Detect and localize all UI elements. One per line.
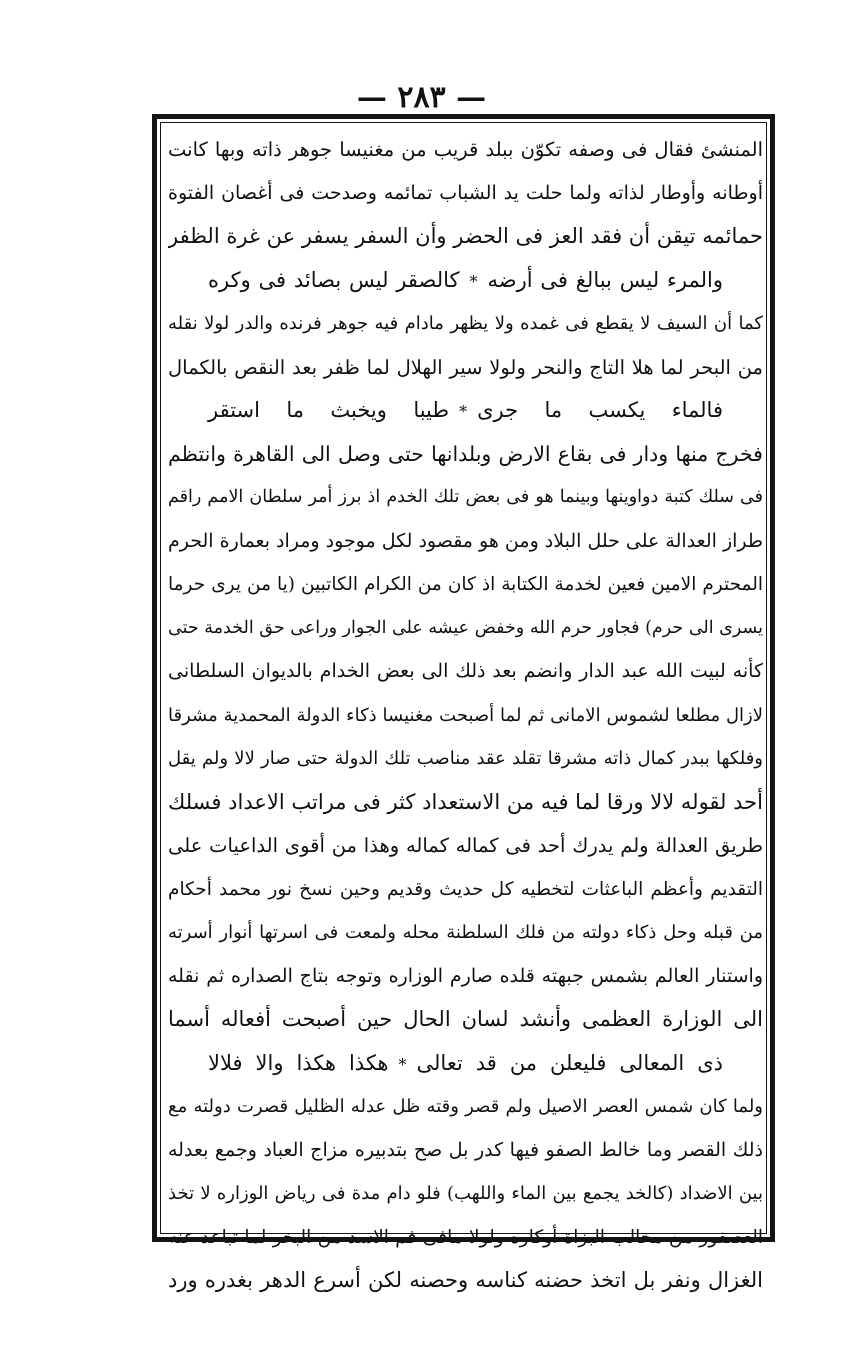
- text-line: أحد لقوله لالا ورقا لما فيه من الاستعداد كثر فى مراتب الاعداد فسلك: [168, 789, 763, 814]
- verse-hemistich-second: كالصقر ليس بصائد فى وكره: [208, 267, 460, 292]
- text-line: ذلك القصر وما خالط الصفو فيها كدر بل صح بتدبيره مزاج العباد وجمع بعدله: [168, 1138, 763, 1161]
- verse-separator: *: [469, 271, 478, 291]
- page-number: — ٢٨٣ —: [356, 80, 487, 115]
- text-line: لازال مطلعا لشموس الامانى ثم لما أصبحت مغنيسا ذكاء الدولة المحمدية مشرقا: [168, 704, 763, 726]
- text-line: من قبله وحل ذكاء دولته من فلك السلطنة محله ولمعت فى اسرتها أنوار أسرته: [168, 922, 763, 943]
- verse-hemistich-first: فالماء يكسب ما جرى: [477, 398, 723, 422]
- verse-separator: *: [398, 1054, 407, 1074]
- text-line: حمائمه تيقن أن فقد العز فى الحضر وأن السفر يسفر عن غرة الظفر: [168, 224, 763, 248]
- text-line: بين الاضداد (كالخد يجمع بين الماء واللهب) فلو دام مدة فى رياض الوزاره لا تخذ: [168, 1183, 763, 1204]
- verse-hemistich-second: طيبا ويخبث ما استقر: [208, 398, 450, 422]
- text-line: كما أن السيف لا يقطع فى غمده ولا يظهر مادام فيه جوهر فرنده والدر لولا نقله: [168, 313, 763, 334]
- text-body: [168, 128, 763, 1292]
- verse-line: [168, 389, 763, 433]
- text-line: واستنار العالم بشمس جبهته قلده صارم الوزاره وتوجه بتاج الصداره ثم نقله: [168, 964, 763, 987]
- text-line: الى الوزارة العظمى وأنشد لسان الحال حين أصبحت أفعاله أسما: [168, 1007, 763, 1031]
- text-line: طراز العدالة على حلل البلاد ومن هو مقصود لكل موجود ومراد بعمارة الحرم: [168, 529, 763, 552]
- text-line: طريق العدالة ولم يدرك أحد فى كماله كماله وهذا من أقوى الداعيات على: [168, 834, 763, 857]
- text-line: التقديم وأعظم الباعثات لتخطيه كل حديث وقديم وحين نسخ نور محمد أحكام: [168, 878, 763, 900]
- verse-line: [168, 259, 763, 303]
- text-line: أوطانه وأوطار لذاته ولما حلت يد الشباب تمائمه وصدحت فى أغصان الفتوة: [168, 181, 763, 204]
- text-line: المنشئ فقال فى وصفه تكوّن ببلد قريب من مغنيسا جوهر ذاته وبها كانت: [168, 138, 763, 161]
- verse-hemistich-second: هكذا هكذا والا فلالا: [208, 1050, 389, 1075]
- text-line: كأنه لبيت الله عبد الدار وانضم بعد ذلك الى بعض الخدام بالديوان السلطانى: [168, 660, 763, 682]
- verse-hemistich-first: والمرء ليس ببالغ فى أرضه: [487, 267, 723, 292]
- text-line: الغزال ونفر بل اتخذ حضنه كناسه وحصنه لكن أسرع الدهر بغدره ورد: [168, 1268, 763, 1292]
- text-line: ولما كان شمس العصر الاصيل ولم قصر وقته ظل عدله الظليل قصرت دولته مع: [168, 1096, 763, 1117]
- verse-line: [168, 1042, 763, 1086]
- text-line: من البحر لما هلا التاج والنحر ولولا سير الهلال لما ظفر بعد النقص بالكمال: [168, 355, 763, 379]
- verse-separator: *: [459, 402, 468, 421]
- text-line: فخرج منها ودار فى بقاع الارض وبلدانها حتى وصل الى القاهرة وانتظم: [168, 441, 763, 466]
- text-line: وفلكها ببدر كمال ذاته مشرقا تقلد عقد مناصب تلك الدولة حتى صار لالا ولم يقل: [168, 748, 763, 769]
- text-line: المحترم الامين فعين لخدمة الكتابة اذ كان من الكرام الكاتبين (يا من يرى حرما: [168, 574, 763, 595]
- verse-hemistich-first: ذى المعالى فليعلن من قد تعالى: [416, 1050, 723, 1075]
- text-line: يسرى الى حرم) فجاور حرم الله وخفض عيشه على الجوار وراعى حق الخدمة حتى: [168, 617, 763, 638]
- text-line: العصفور من مخالب البزاة أوكاره ولولا مافى فم الاسد من البخر لما تباعد عنه: [168, 1226, 763, 1248]
- text-line: فى سلك كتبة دواوينها وبينما هو فى بعض تلك الخدم اذ برز أمر سلطان الامم راقم: [168, 487, 763, 507]
